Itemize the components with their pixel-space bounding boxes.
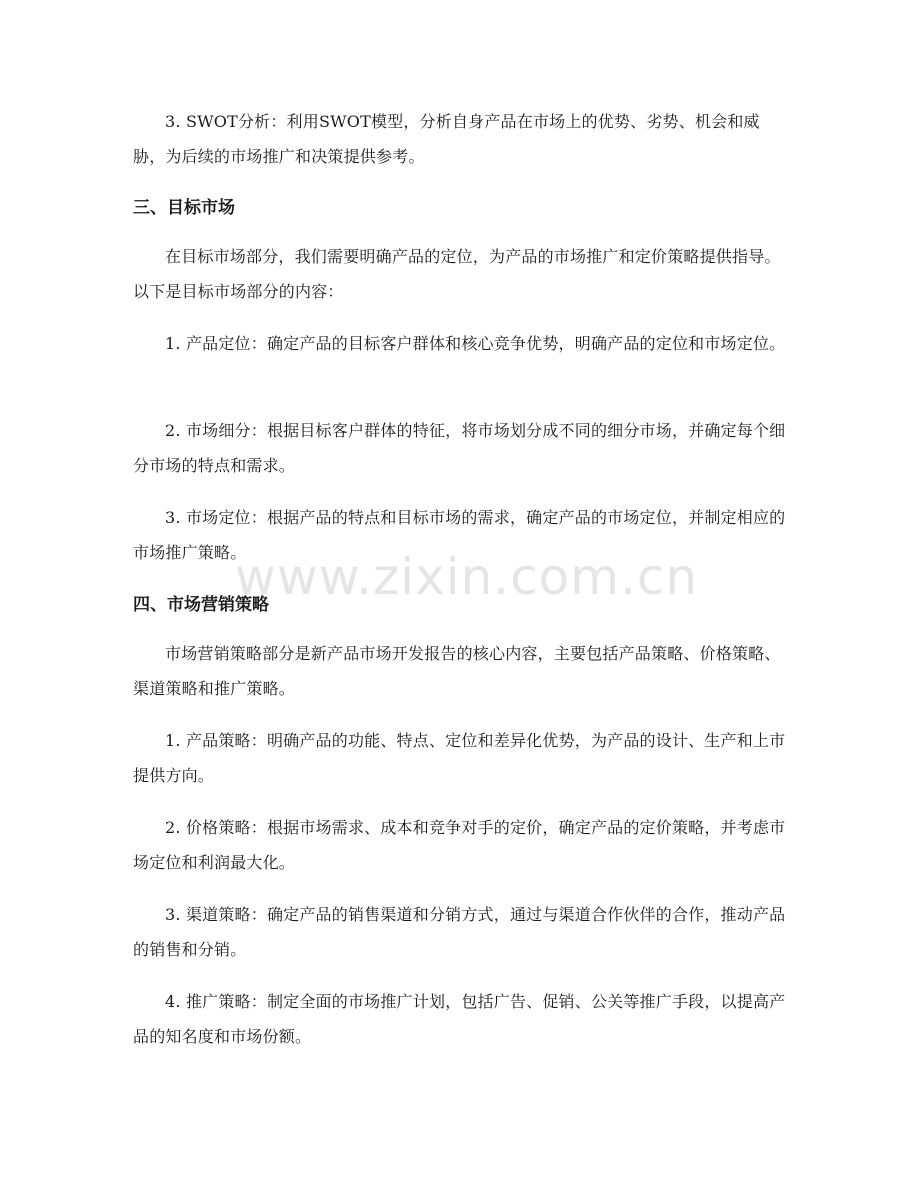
watermark-text: www.zixin.com.cn	[235, 548, 699, 606]
marketing-strategy-intro-paragraph: 市场营销策略部分是新产品市场开发报告的核心内容，主要包括产品策略、价格策略、渠道策略和推广策略。	[133, 644, 781, 698]
section-heading-marketing-strategy: 四、市场营销策略	[133, 595, 269, 615]
channel-strategy-paragraph: 3. 渠道策略：确定产品的销售渠道和分销方式，通过与渠道合作伙伴的合作，推动产品的销售和分销。	[133, 905, 786, 959]
product-positioning-paragraph: 1. 产品定位：确定产品的目标客户群体和核心竞争优势，明确产品的定位和市场定位。	[165, 334, 786, 353]
price-strategy-paragraph: 2. 价格策略：根据市场需求、成本和竞争对手的定价，确定产品的定价策略，并考虑市场定位和利润最大化。	[133, 818, 786, 872]
product-strategy-paragraph: 1. 产品策略：明确产品的功能、特点、定位和差异化优势，为产品的设计、生产和上市提供方向。	[133, 731, 786, 785]
promotion-strategy-paragraph: 4. 推广策略：制定全面的市场推广计划，包括广告、促销、公关等推广手段，以提高产品的知名度和市场份额。	[133, 992, 786, 1046]
section-heading-target-market: 三、目标市场	[133, 198, 235, 218]
target-market-intro-paragraph: 在目标市场部分，我们需要明确产品的定位，为产品的市场推广和定价策略提供指导。以下是目标市场部分的内容：	[133, 247, 781, 301]
market-positioning-paragraph: 3. 市场定位：根据产品的特点和目标市场的需求，确定产品的市场定位，并制定相应的市场推广策略。	[133, 508, 786, 562]
swot-analysis-paragraph: 3. SWOT分析：利用SWOT模型，分析自身产品在市场上的优势、劣势、机会和威胁，为后续的市场推广和决策提供参考。	[133, 112, 760, 166]
market-segmentation-paragraph: 2. 市场细分：根据目标客户群体的特征，将市场划分成不同的细分市场，并确定每个细分市场的特点和需求。	[133, 421, 786, 475]
